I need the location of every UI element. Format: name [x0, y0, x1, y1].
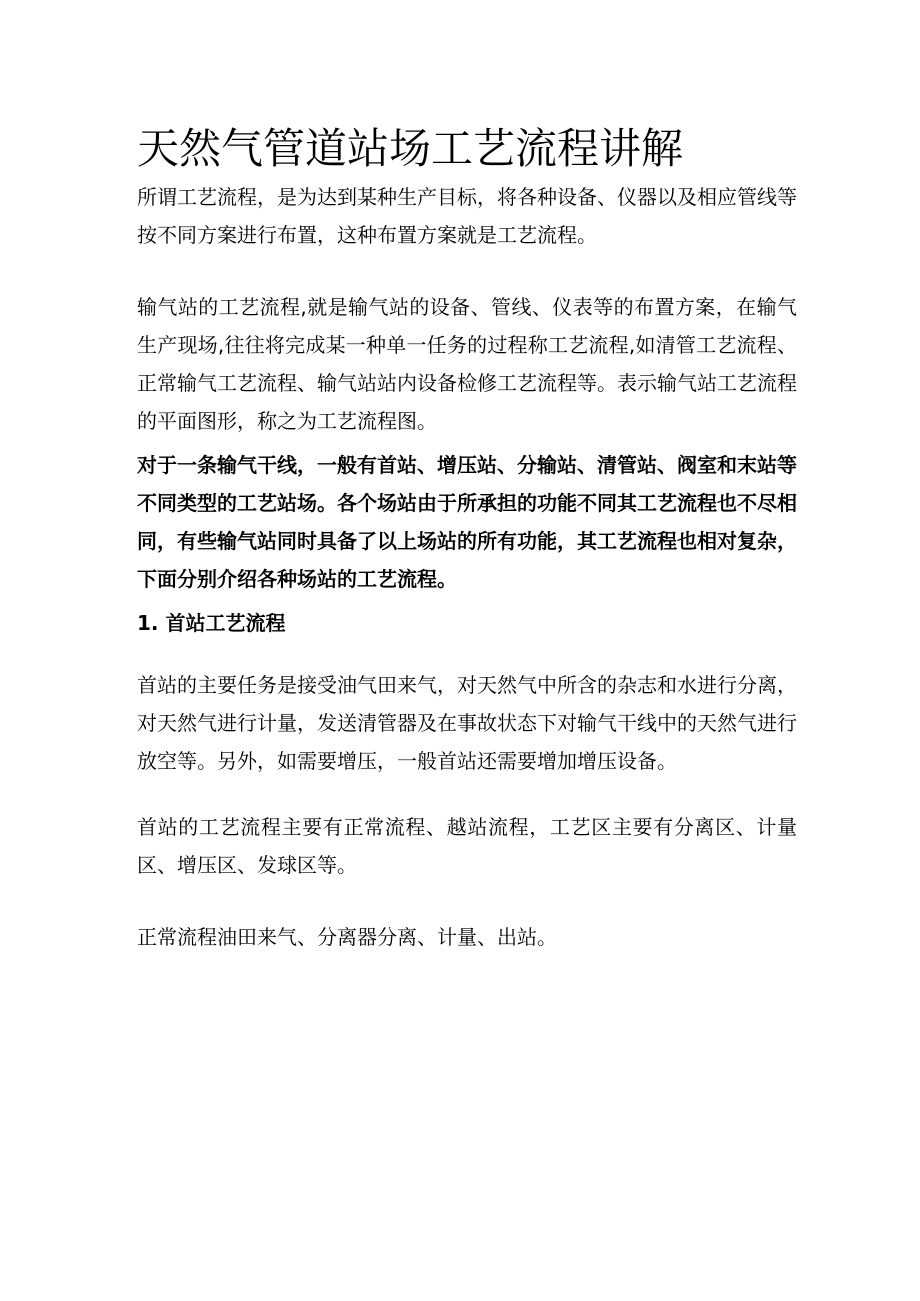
paragraph-definition: 所谓工艺流程，是为达到某种生产目标，将各种设备、仪器以及相应管线等按不同方案进行布置，这种布置方案就是工艺流程。 [137, 185, 797, 247]
paragraph-gas-station-process: 输气站的工艺流程,就是输气站的设备、管线、仪表等的布置方案，在输气生产现场,往往将完成某一种单一任务的过程称工艺流程,如清管工艺流程、正常输气工艺流程、输气站站内设备检修工艺流程等。表示输气站工艺流程的平面图形，称之为工艺流程图。 [137, 295, 797, 433]
paragraph-first-station-flows: 首站的工艺流程主要有正常流程、越站流程，工艺区主要有分离区、计量区、增压区、发球区等。 [137, 815, 797, 877]
document-title: 天然气管道站场工艺流程讲解 [137, 124, 684, 173]
document-body [137, 118, 797, 956]
paragraph-normal-flow: 正常流程油田来气、分离器分离、计量、出站。 [137, 925, 557, 949]
section-heading-first-station: 1. 首站工艺流程 [137, 611, 286, 635]
paragraph-station-types: 对于一条输气干线，一般有首站、增压站、分输站、清管站、阀室和末站等不同类型的工艺站场。各个场站由于所承担的功能不同其工艺流程也不尽相同，有些输气站同时具备了以上场站的所有功能，其工艺流程也相对复杂，下面分别介绍各种场站的工艺流程。 [137, 453, 797, 591]
paragraph-first-station-tasks: 首站的主要任务是接受油气田来气，对天然气中所含的杂志和水进行分离，对天然气进行计量，发送清管器及在事故状态下对输气干线中的天然气进行放空等。另外，如需要增压，一般首站还需要增加增压设备。 [137, 673, 797, 773]
